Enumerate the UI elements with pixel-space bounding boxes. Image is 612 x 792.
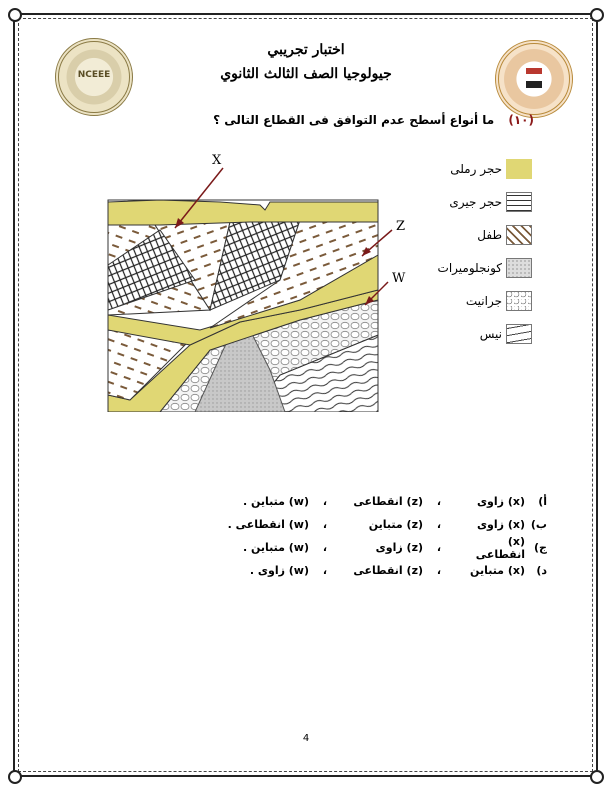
question-text: ما أنواع أسطح عدم التوافق فى القطاع التالى ؟ [213, 113, 495, 127]
question-10 [213, 113, 534, 127]
option-z: (z) انقطاعى [353, 495, 423, 508]
nceee-logo [55, 38, 133, 116]
option-z: (z) انقطاعى [353, 564, 423, 577]
legend-label: كونجلوميرات [437, 260, 502, 275]
answer-option-d[interactable] [209, 559, 547, 582]
ministry-logo [495, 40, 573, 118]
legend-label: طفل [477, 227, 502, 242]
answer-option-a[interactable] [209, 490, 547, 513]
legend-item [438, 218, 532, 251]
corner-ornament [590, 770, 604, 784]
option-x: (x) زاوى [476, 495, 525, 508]
label-x: X [212, 153, 222, 168]
eagle-icon [499, 44, 569, 114]
page-number: 4 [302, 733, 310, 744]
rock-legend [438, 152, 532, 350]
gneiss-swatch-icon [506, 324, 532, 344]
option-sep: ، [322, 495, 328, 508]
label-w: W [392, 271, 406, 286]
granite-swatch-icon [506, 291, 532, 311]
exam-title: اختبار تجريبي [267, 42, 345, 58]
geologic-cross-section [100, 150, 410, 412]
option-letter: ب) [530, 518, 547, 531]
legend-label: جرانيت [465, 293, 502, 308]
corner-ornament [590, 8, 604, 22]
legend-item [438, 284, 532, 317]
legend-item [438, 251, 532, 284]
answer-option-c[interactable] [209, 536, 547, 559]
question-number: (١٠) [508, 113, 534, 127]
answer-option-b[interactable] [209, 513, 547, 536]
legend-item [438, 185, 532, 218]
legend-label: حجر جيرى [449, 194, 502, 209]
conglomerate-swatch-icon [506, 258, 532, 278]
option-z: (z) زاوى [375, 541, 423, 554]
option-z: (z) متباين [368, 518, 423, 531]
answer-choices [209, 490, 547, 582]
option-x: (x) انقطاعى [475, 534, 525, 561]
corner-ornament [8, 8, 22, 22]
option-w: (w) زاوى . [249, 564, 309, 577]
option-sep: ، [436, 541, 442, 554]
option-sep: ، [322, 564, 328, 577]
shale-swatch-icon [506, 225, 532, 245]
limestone-swatch-icon [506, 192, 532, 212]
legend-item [438, 152, 532, 185]
option-letter: د) [536, 564, 547, 577]
exam-subtitle: جيولوجيا الصف الثالث الثانوي [220, 66, 392, 82]
option-sep: ، [322, 518, 328, 531]
option-letter: أ) [538, 495, 547, 508]
corner-ornament [8, 770, 22, 784]
nceee-logo-text: NCEEE [77, 70, 111, 80]
option-w: (w) انقطاعى . [227, 518, 309, 531]
legend-item [438, 317, 532, 350]
legend-label: حجر رملى [450, 161, 502, 176]
option-sep: ، [436, 564, 442, 577]
option-sep: ، [322, 541, 328, 554]
option-sep: ، [436, 518, 442, 531]
option-letter: ج) [534, 541, 547, 554]
option-w: (w) متباين . [242, 541, 309, 554]
sandstone-swatch-icon [506, 159, 532, 179]
legend-label: نيس [479, 326, 502, 341]
option-sep: ، [436, 495, 442, 508]
option-w: (w) متباين . [242, 495, 309, 508]
label-z: Z [396, 219, 406, 234]
option-x: (x) زاوى [476, 518, 525, 531]
option-x: (x) متباين [470, 564, 525, 577]
